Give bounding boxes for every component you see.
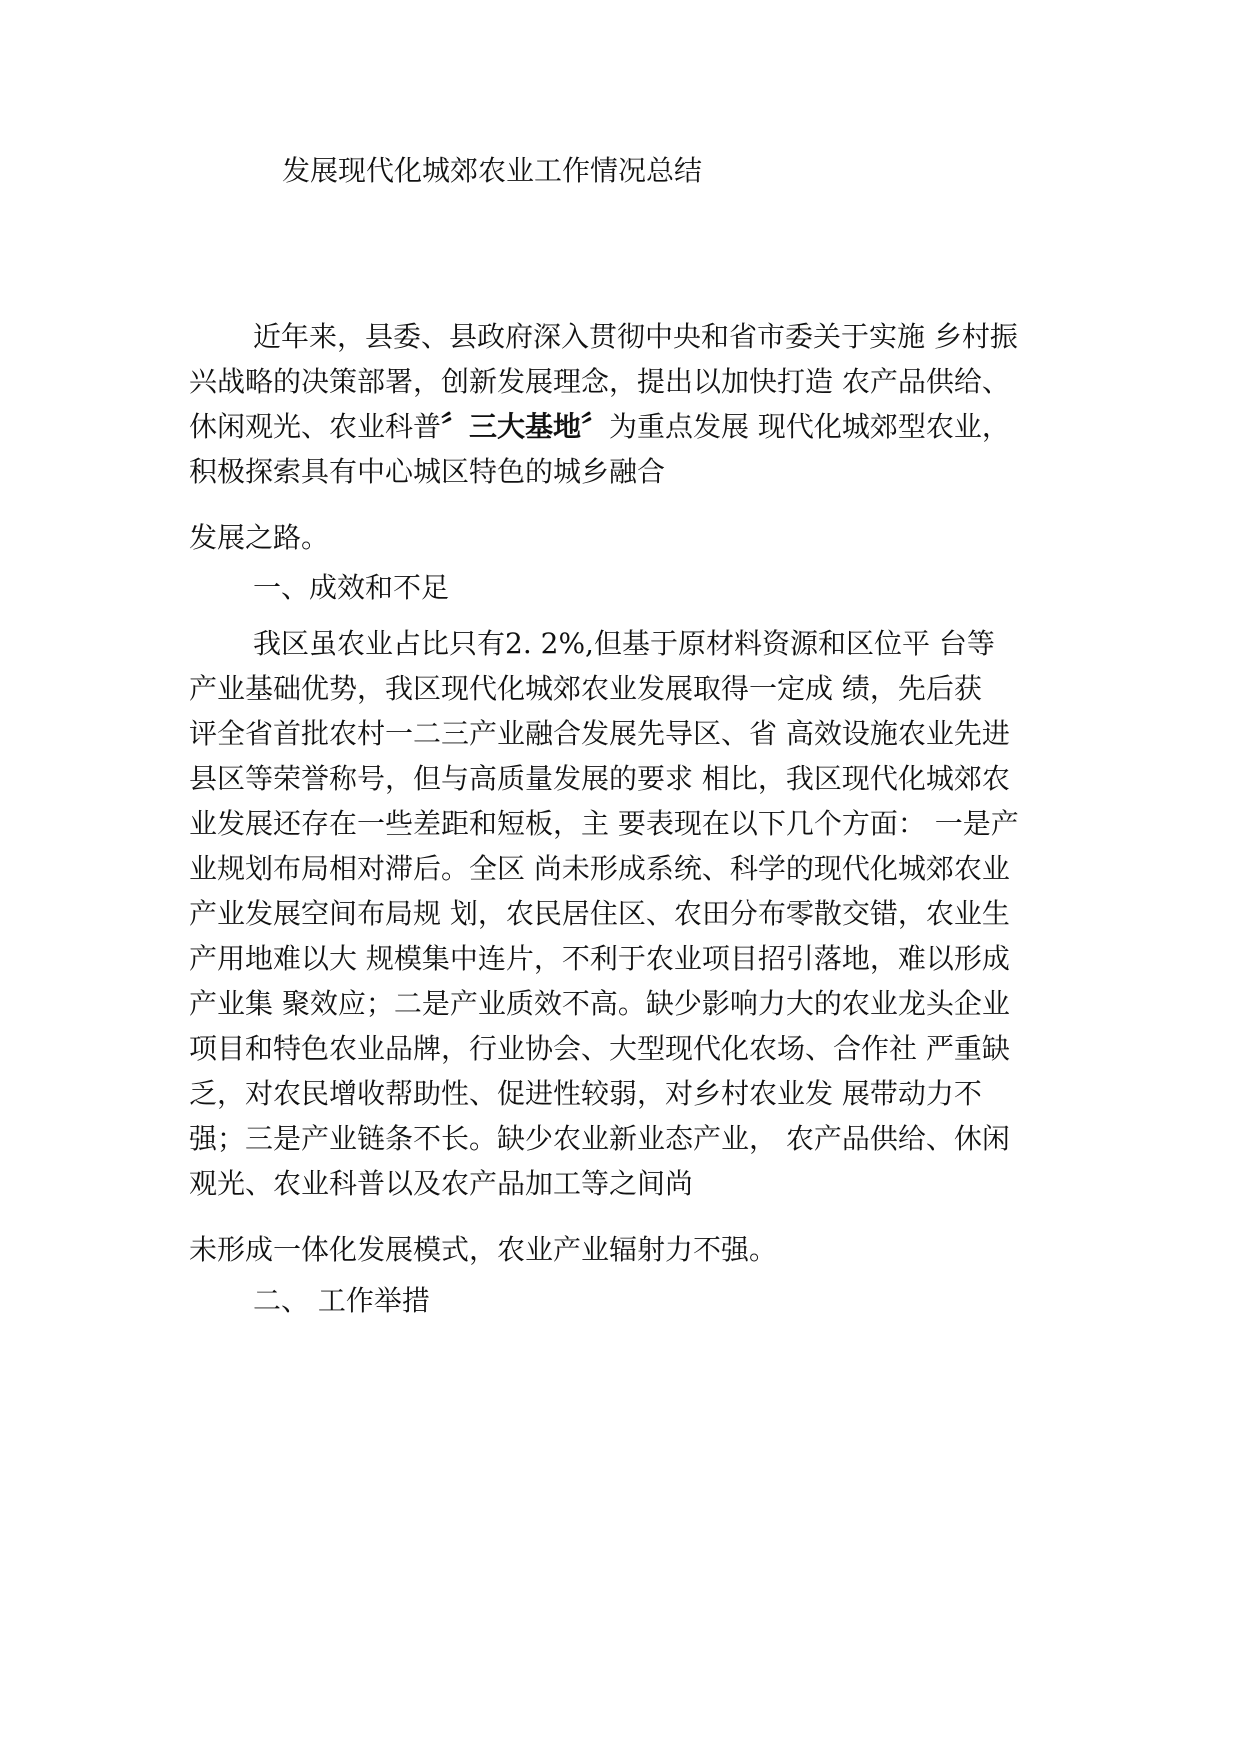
section-heading: 二、 工作举措 (253, 1284, 430, 1317)
paragraph-line (253, 624, 995, 664)
paragraph-line: 乏，对农民增收帮助性、促进性较弱，对乡村农业发 展带动力不 (189, 1077, 982, 1110)
paragraph-line: 业规划布局相对滞后。全区 尚未形成系统、科学的现代化城郊农业 (189, 852, 1010, 885)
paragraph-text: 为重点发展 现代化城郊型农业， (609, 410, 1010, 443)
paragraph-line: 产业基础优势，我区现代化城郊农业发展取得一定成 绩，先后获 (189, 672, 982, 705)
paragraph-line: 强；三是产业链条不长。缺少农业新业态产业， 农产品供给、休闲 (189, 1122, 1010, 1155)
section-heading: 一、成效和不足 (253, 571, 450, 604)
paragraph-line: 产业集 聚效应；二是产业质效不高。缺少影响力大的农业龙头企业 (189, 987, 1010, 1020)
paragraph-line: 未形成一体化发展模式，农业产业辐射力不强。 (189, 1233, 778, 1266)
paragraph-line: 观光、农业科普以及农产品加工等之间尚 (189, 1167, 694, 1200)
paragraph-line (189, 407, 1010, 447)
percentage-value: 2. 2%, (505, 627, 594, 660)
paragraph-line: 项目和特色农业品牌，行业协会、大型现代化农场、合作社 严重缺 (189, 1032, 1010, 1065)
paragraph-emphasis: 〞三大基地〞 (441, 410, 610, 443)
paragraph-line: 近年来，县委、县政府深入贯彻中央和省市委关于实施 乡村振 (253, 320, 1018, 353)
paragraph-line: 产用地难以大 规模集中连片，不利于农业项目招引落地，难以形成 (189, 942, 1010, 975)
paragraph-text: 但基于原材料资源和区位平 台等 (593, 627, 995, 660)
document-title: 发展现代化城郊农业工作情况总结 (282, 154, 703, 187)
paragraph-line: 评全省首批农村一二三产业融合发展先导区、省 高效设施农业先进 (189, 717, 1010, 750)
paragraph-line: 产业发展空间布局规 划，农民居住区、农田分布零散交错，农业生 (189, 897, 1010, 930)
paragraph-line: 兴战略的决策部署，创新发展理念，提出以加快打造 农产品供给、 (189, 365, 1010, 398)
paragraph-text: 休闲观光、农业科普 (189, 410, 442, 443)
paragraph-line: 发展之路。 (189, 521, 330, 554)
paragraph-text: 我区虽农业占比只有 (253, 627, 506, 660)
paragraph-line: 积极探索具有中心城区特色的城乡融合 (189, 455, 666, 488)
paragraph-line: 业发展还存在一些差距和短板，主 要表现在以下几个方面： 一是产 (189, 807, 1019, 840)
paragraph-line: 县区等荣誉称号，但与高质量发展的要求 相比，我区现代化城郊农 (189, 762, 1010, 795)
